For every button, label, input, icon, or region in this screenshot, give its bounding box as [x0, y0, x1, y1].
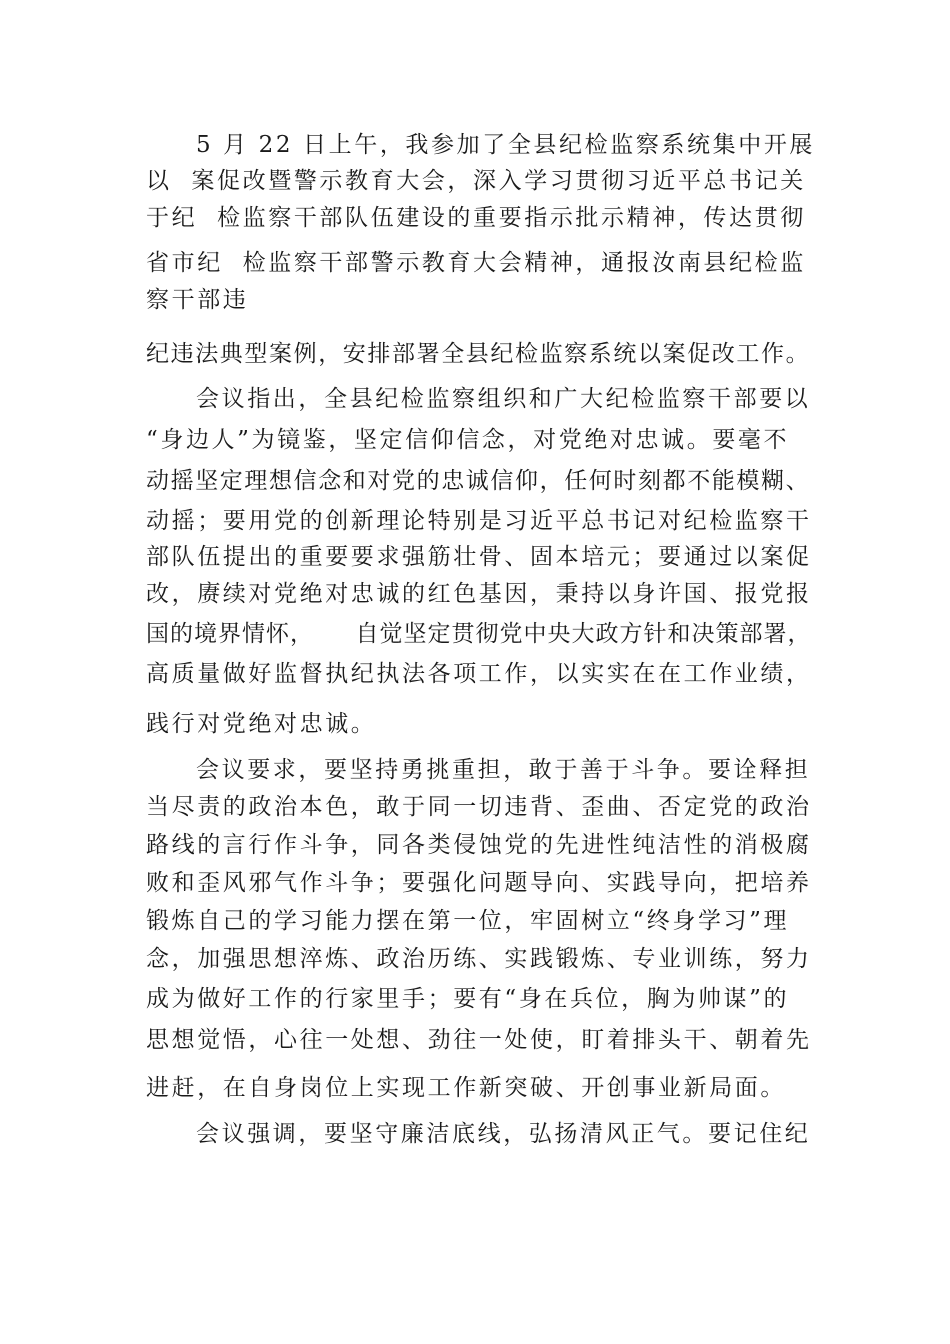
text-line: 动摇；要用党的创新理论特别是习近平总书记对纪检监察干: [146, 508, 812, 534]
text-line: 动摇坚定理想信念和对党的忠诚信仰，任何时刻都不能模糊、: [146, 468, 811, 494]
text-line: 部队伍提出的重要要求强筋壮骨、固本培元；要通过以案促: [146, 544, 812, 570]
text-line: 国的境界情怀， 自觉坚定贯彻党中央大政方针和决策部署，: [146, 621, 812, 647]
text-line: 践行对党绝对忠诚。: [146, 711, 377, 737]
text-line: 路线的言行作斗争，同各类侵蚀党的先进性纯洁性的消极腐: [146, 832, 812, 858]
text-line: 当尽责的政治本色，敢于同一切违背、歪曲、否定党的政治: [146, 794, 812, 820]
text-line: 纪违法典型案例，安排部署全县纪检监察系统以案促改工作。: [146, 341, 811, 367]
text-line: 于纪 检监察干部队伍建设的重要指示批示精神，传达贯彻: [146, 205, 806, 231]
text-line: 念，加强思想淬炼、政治历练、实践锻炼、专业训练，努力: [146, 946, 812, 972]
text-line: “身边人”为镜鉴，坚定信仰信念，对党绝对忠诚。要毫不: [146, 427, 790, 453]
text-line: 会议要求，要坚持勇挑重担，敢于善于斗争。要诠释担: [196, 757, 811, 783]
text-line: 思想觉悟，心往一处想、劲往一处使，盯着排头干、朝着先: [146, 1027, 812, 1053]
text-line: 高质量做好监督执纪执法各项工作，以实实在在工作业绩，: [146, 661, 812, 687]
text-line: 锻炼自己的学习能力摆在第一位，牢固树立“终身学习”理: [146, 908, 790, 934]
text-line: 会议指出，全县纪检监察组织和广大纪检监察干部要以: [196, 386, 811, 412]
text-line: 改，赓续对党绝对忠诚的红色基因，秉持以身许国、报党报: [146, 581, 812, 607]
text-line: 会议强调，要坚守廉洁底线，弘扬清风正气。要记住纪: [196, 1121, 811, 1147]
text-line: 成为做好工作的行家里手；要有“身在兵位，胸为帅谋”的: [146, 986, 790, 1012]
text-line: 以 案促改暨警示教育大会，深入学习贯彻习近平总书记关: [146, 168, 806, 194]
text-line: 进赶，在自身岗位上实现工作新突破、开创事业新局面。: [146, 1075, 786, 1101]
text-line: 省市纪 检监察干部警示教育大会精神，通报汝南县纪检监: [146, 250, 806, 276]
text-line: 5 月 22 日上午，我参加了全县纪检监察系统集中开展: [196, 132, 816, 158]
text-line: 察干部违: [146, 287, 249, 313]
text-line: 败和歪风邪气作斗争；要强化问题导向、实践导向，把培养: [146, 870, 812, 896]
